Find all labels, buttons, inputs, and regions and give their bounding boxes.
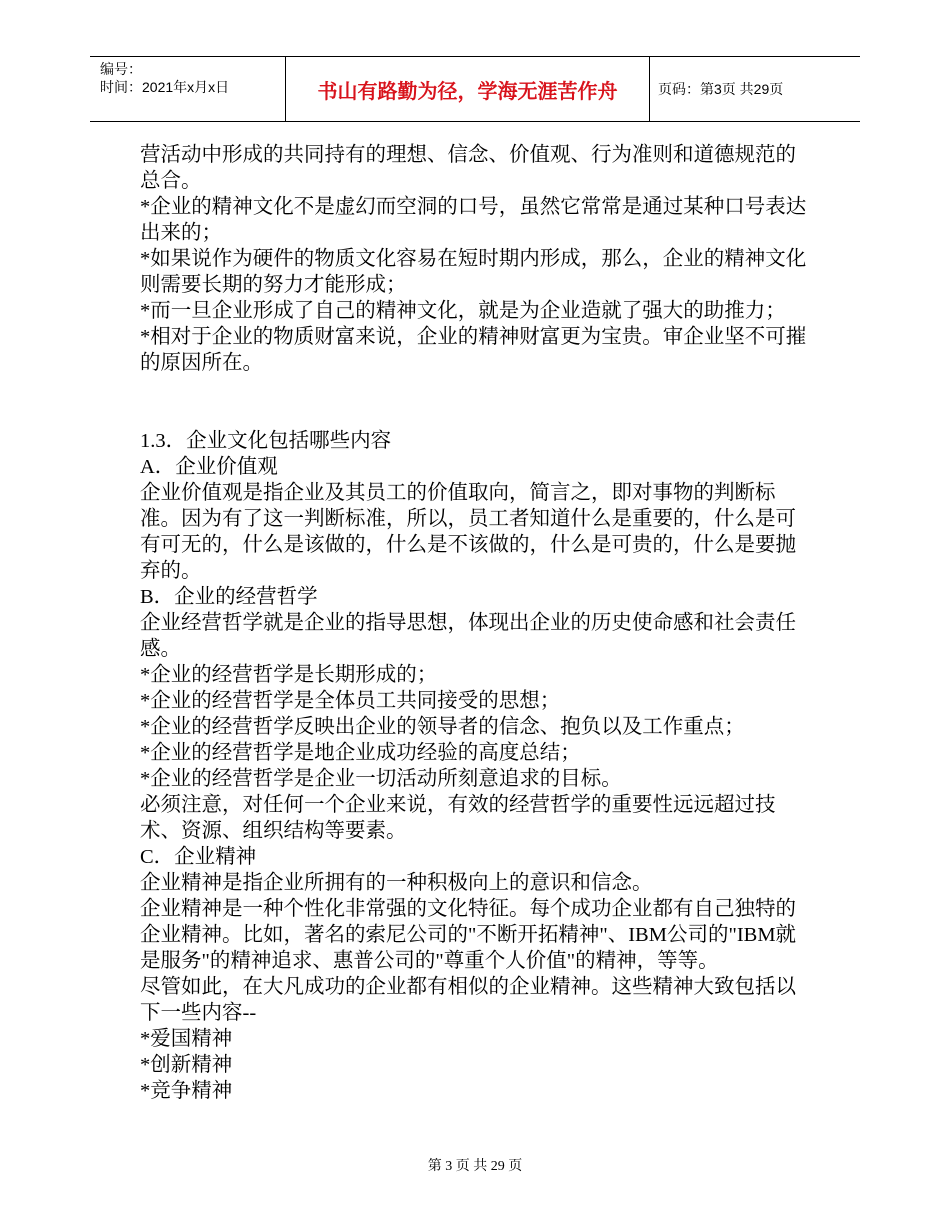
header-time-label: 时间：2021年x月x日 xyxy=(100,79,230,95)
body-bullet: *创新精神 xyxy=(140,1054,233,1076)
body-paragraph: 必须注意，对任何一个企业来说，有效的经营哲学的重要性远远超过技术、资源、组织结构等要素。 xyxy=(140,794,776,842)
body-paragraph: 企业经营哲学就是企业的指导思想，体现出企业的历史使命感和社会责任感。 xyxy=(140,612,796,660)
header-page-info: 页码：第3页 共29页 xyxy=(658,81,784,97)
body-paragraph: 企业精神是指企业所拥有的一种积极向上的意识和信念。 xyxy=(140,872,653,894)
body-paragraph: 企业精神是一种个性化非常强的文化特征。每个成功企业都有自己独特的企业精神。比如，著名的索尼公司的"不断开拓精神"、IBM公司的"IBM就是服务"的精神追求、惠普公司的"尊重个人价值"的精神，等等。 xyxy=(140,898,797,972)
body-paragraph: 尽管如此，在大凡成功的企业都有相似的企业精神。这些精神大致包括以下一些内容-- xyxy=(140,976,796,1024)
section-spacer xyxy=(140,376,812,428)
header-meta xyxy=(90,57,286,121)
body-bullet: *企业的经营哲学反映出企业的领导者的信念、抱负以及工作重点； xyxy=(140,716,745,738)
document-body xyxy=(140,142,812,1104)
body-bullet: *竞争精神 xyxy=(140,1080,233,1102)
body-bullet: *而一旦企业形成了自己的精神文化，就是为企业造就了强大的助推力； xyxy=(140,300,786,322)
body-paragraph: 企业价值观是指企业及其员工的价值取向，简言之，即对事物的判断标准。因为有了这一判断标准，所以，员工者知道什么是重要的，什么是可有可无的，什么是该做的，什么是不该做的，什么是可贵的，什么是要抛弃的。 xyxy=(140,482,796,582)
body-bullet: *企业的经营哲学是长期形成的； xyxy=(140,664,438,686)
body-bullet: *企业的经营哲学是全体员工共同接受的思想； xyxy=(140,690,561,712)
subsection-heading: A．企业价值观 xyxy=(140,456,278,478)
page-footer: 第 3 页 共 29 页 xyxy=(427,1159,523,1174)
body-bullet: *爱国精神 xyxy=(140,1028,233,1050)
body-bullet: *企业的经营哲学是地企业成功经验的高度总结； xyxy=(140,742,581,764)
body-bullet: *如果说作为硬件的物质文化容易在短时期内形成，那么，企业的精神文化则需要长期的努力才能形成； xyxy=(140,248,807,296)
subsection-heading: C．企业精神 xyxy=(140,846,257,868)
body-bullet: *企业的经营哲学是企业一切活动所刻意追求的目标。 xyxy=(140,768,622,790)
body-paragraph: 营活动中形成的共同持有的理想、信念、价值观、行为准则和道德规范的总合。 xyxy=(140,144,796,192)
body-bullet: *企业的精神文化不是虚幻而空洞的口号，虽然它常常是通过某种口号表达出来的； xyxy=(140,196,807,244)
page-header xyxy=(90,56,860,122)
header-number-label: 编号： xyxy=(100,61,142,77)
subsection-heading: B．企业的经营哲学 xyxy=(140,586,318,608)
section-heading: 1.3．企业文化包括哪些内容 xyxy=(140,430,392,452)
header-motto: 书山有路勤为径，学海无涯苦作舟 xyxy=(286,57,650,121)
body-bullet: *相对于企业的物质财富来说，企业的精神财富更为宝贵。审企业坚不可摧的原因所在。 xyxy=(140,326,807,374)
